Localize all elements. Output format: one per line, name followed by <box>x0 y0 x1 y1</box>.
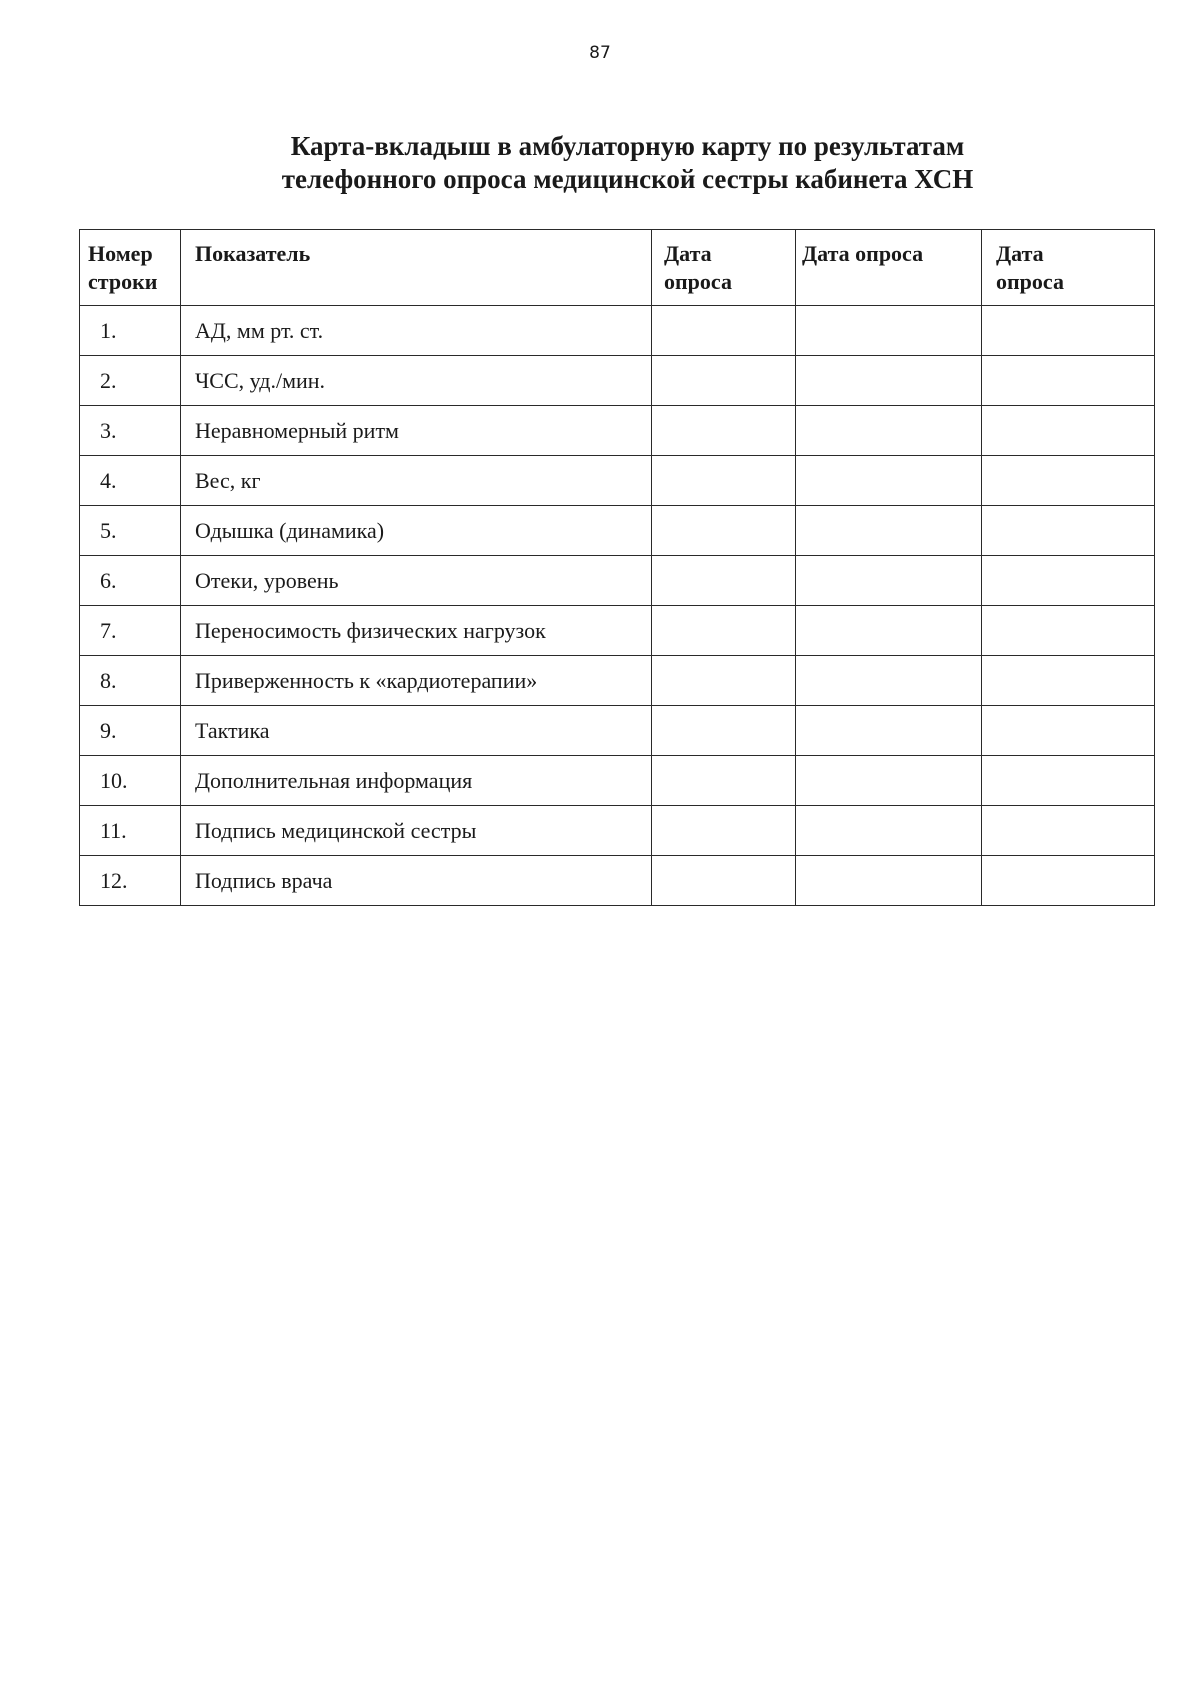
table-row <box>80 556 1155 606</box>
indicator-cell: Тактика <box>181 706 652 756</box>
table-row <box>80 506 1155 556</box>
document-title-line-1: Карта-вкладыш в амбулаторную карту по результатам <box>290 131 965 161</box>
table-row <box>80 856 1155 906</box>
indicator-cell: Приверженность к «кардиотерапии» <box>181 656 652 706</box>
survey-date-1-entry-cell[interactable] <box>652 706 796 756</box>
indicator-cell: Неравномерный ритм <box>181 406 652 456</box>
survey-date-2-entry-cell[interactable] <box>796 806 982 856</box>
survey-date-3-entry-cell[interactable] <box>982 306 1155 356</box>
survey-date-3-entry-cell[interactable] <box>982 856 1155 906</box>
survey-date-3-entry-cell[interactable] <box>982 756 1155 806</box>
survey-date-3-entry-cell[interactable] <box>982 806 1155 856</box>
survey-date-2-entry-cell[interactable] <box>796 856 982 906</box>
document-title-line-2: телефонного опроса медицинской сестры кабинета ХСН <box>281 164 974 194</box>
survey-date-3-entry-cell[interactable] <box>982 706 1155 756</box>
survey-date-1-entry-cell[interactable] <box>652 556 796 606</box>
header-survey-date-1-line-2: опроса <box>664 269 732 294</box>
header-survey-date-3 <box>982 230 1155 306</box>
survey-date-3-entry-cell[interactable] <box>982 656 1155 706</box>
row-number-cell: 11. <box>80 806 181 856</box>
header-survey-date-2-label: Дата опроса <box>802 241 924 266</box>
row-number-cell: 12. <box>80 856 181 906</box>
indicator-cell: Переносимость физических нагрузок <box>181 606 652 656</box>
survey-date-1-entry-cell[interactable] <box>652 806 796 856</box>
survey-date-2-entry-cell[interactable] <box>796 356 982 406</box>
survey-date-1-entry-cell[interactable] <box>652 356 796 406</box>
row-number-cell: 1. <box>80 306 181 356</box>
header-survey-date-1 <box>652 230 796 306</box>
header-survey-date-1-line-1: Дата <box>664 241 712 266</box>
table-row <box>80 606 1155 656</box>
table-row <box>80 306 1155 356</box>
survey-date-1-entry-cell[interactable] <box>652 506 796 556</box>
header-row-number-line-2: строки <box>88 269 158 294</box>
survey-date-1-entry-cell[interactable] <box>652 656 796 706</box>
indicator-cell: ЧСС, уд./мин. <box>181 356 652 406</box>
table-row <box>80 656 1155 706</box>
row-number-cell: 4. <box>80 456 181 506</box>
survey-date-2-entry-cell[interactable] <box>796 606 982 656</box>
header-indicator <box>181 230 652 306</box>
survey-date-2-entry-cell[interactable] <box>796 456 982 506</box>
header-row-number <box>80 230 181 306</box>
indicator-cell: Подпись врача <box>181 856 652 906</box>
table-row <box>80 706 1155 756</box>
indicator-cell: Подпись медицинской сестры <box>181 806 652 856</box>
header-survey-date-2 <box>796 230 982 306</box>
survey-date-3-entry-cell[interactable] <box>982 556 1155 606</box>
row-number-cell: 8. <box>80 656 181 706</box>
survey-date-3-entry-cell[interactable] <box>982 606 1155 656</box>
survey-date-3-entry-cell[interactable] <box>982 506 1155 556</box>
survey-table <box>79 229 1155 906</box>
header-survey-date-3-line-2: опроса <box>996 269 1064 294</box>
table-row <box>80 806 1155 856</box>
survey-date-2-entry-cell[interactable] <box>796 406 982 456</box>
row-number-cell: 9. <box>80 706 181 756</box>
table-row <box>80 406 1155 456</box>
survey-date-1-entry-cell[interactable] <box>652 456 796 506</box>
row-number-cell: 7. <box>80 606 181 656</box>
page-number: 87 <box>589 43 611 63</box>
row-number-cell: 3. <box>80 406 181 456</box>
indicator-cell: Вес, кг <box>181 456 652 506</box>
survey-date-1-entry-cell[interactable] <box>652 306 796 356</box>
row-number-cell: 5. <box>80 506 181 556</box>
indicator-cell: АД, мм рт. ст. <box>181 306 652 356</box>
indicator-cell: Дополнительная информация <box>181 756 652 806</box>
table-row <box>80 356 1155 406</box>
survey-date-2-entry-cell[interactable] <box>796 306 982 356</box>
survey-date-1-entry-cell[interactable] <box>652 756 796 806</box>
table-header-row <box>80 230 1155 306</box>
survey-date-2-entry-cell[interactable] <box>796 706 982 756</box>
survey-date-2-entry-cell[interactable] <box>796 756 982 806</box>
row-number-cell: 2. <box>80 356 181 406</box>
survey-date-2-entry-cell[interactable] <box>796 556 982 606</box>
header-survey-date-3-line-1: Дата <box>996 241 1044 266</box>
survey-date-3-entry-cell[interactable] <box>982 356 1155 406</box>
survey-date-1-entry-cell[interactable] <box>652 856 796 906</box>
survey-date-2-entry-cell[interactable] <box>796 506 982 556</box>
indicator-cell: Отеки, уровень <box>181 556 652 606</box>
row-number-cell: 6. <box>80 556 181 606</box>
survey-date-1-entry-cell[interactable] <box>652 606 796 656</box>
document-title <box>150 130 1105 196</box>
survey-date-1-entry-cell[interactable] <box>652 406 796 456</box>
table-row <box>80 756 1155 806</box>
table-row <box>80 456 1155 506</box>
survey-date-2-entry-cell[interactable] <box>796 656 982 706</box>
survey-date-3-entry-cell[interactable] <box>982 406 1155 456</box>
indicator-cell: Одышка (динамика) <box>181 506 652 556</box>
survey-date-3-entry-cell[interactable] <box>982 456 1155 506</box>
header-indicator-label: Показатель <box>195 241 311 266</box>
header-row-number-line-1: Номер <box>88 241 153 266</box>
row-number-cell: 10. <box>80 756 181 806</box>
table-body <box>80 306 1155 906</box>
